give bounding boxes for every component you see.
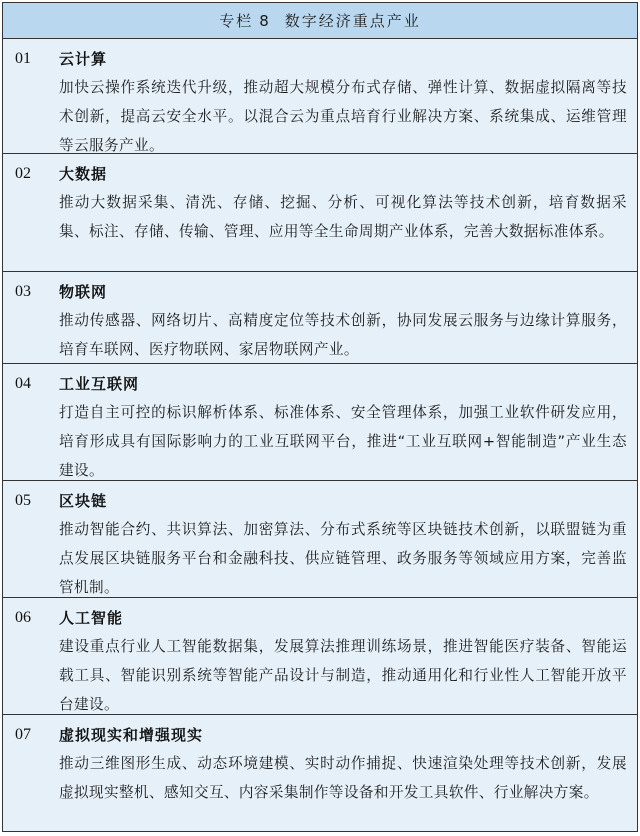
feature-box bbox=[2, 2, 638, 832]
section-heading bbox=[15, 159, 627, 188]
section-iot bbox=[3, 272, 637, 364]
section-heading bbox=[15, 720, 627, 749]
box-number: 8 bbox=[259, 11, 271, 30]
section-heading bbox=[15, 44, 627, 73]
box-header bbox=[3, 3, 637, 39]
section-ai bbox=[3, 598, 637, 715]
section-title: 大数据 bbox=[59, 165, 108, 183]
section-title: 工业互联网 bbox=[59, 375, 140, 393]
section-body: 推动大数据采集、清洗、存储、挖掘、分析、可视化算法等技术创新，培育数据采集、标注、存储、传输、管理、应用等全生命周期产业体系，完善大数据标准体系。 bbox=[59, 194, 627, 240]
section-title: 虚拟现实和增强现实 bbox=[59, 726, 204, 744]
section-number: 05 bbox=[15, 491, 31, 509]
box-title: 数字经济重点产业 bbox=[284, 12, 421, 30]
section-heading bbox=[15, 277, 627, 306]
section-number: 01 bbox=[15, 49, 31, 67]
section-big-data bbox=[3, 154, 637, 272]
section-cloud-computing bbox=[3, 39, 637, 154]
section-body: 打造自主可控的标识解析体系、标准体系、安全管理体系，加强工业软件研发应用，培育形成具有国际影响力的工业互联网平台，推进“工业互联网+智能制造”产业生态建设。 bbox=[59, 404, 627, 479]
section-number: 07 bbox=[15, 725, 31, 743]
section-number: 06 bbox=[15, 608, 31, 626]
section-body: 推动智能合约、共识算法、加密算法、分布式系统等区块链技术创新，以联盟链为重点发展区块链服务平台和金融科技、供应链管理、政务服务等领域应用方案，完善监管机制。 bbox=[59, 521, 627, 596]
section-title: 区块链 bbox=[59, 492, 108, 510]
box-label: 专栏 bbox=[219, 12, 254, 30]
section-body: 建设重点行业人工智能数据集，发展算法推理训练场景，推进智能医疗装备、智能运载工具、智能识别系统等智能产品设计与制造，推动通用化和行业性人工智能开放平台建设。 bbox=[59, 638, 627, 713]
section-title: 云计算 bbox=[59, 50, 108, 68]
section-body: 加快云操作系统迭代升级，推动超大规模分布式存储、弹性计算、数据虚拟隔离等技术创新，提高云安全水平。以混合云为重点培育行业解决方案、系统集成、运维管理等云服务产业。 bbox=[59, 79, 627, 154]
section-body: 推动三维图形生成、动态环境建模、实时动作捕捉、快速渲染处理等技术创新，发展虚拟现实整机、感知交互、内容采集制作等设备和开发工具软件、行业解决方案。 bbox=[59, 755, 627, 801]
section-blockchain bbox=[3, 481, 637, 598]
section-number: 03 bbox=[15, 282, 31, 300]
section-heading bbox=[15, 369, 627, 398]
section-title: 人工智能 bbox=[59, 609, 124, 627]
section-body: 推动传感器、网络切片、高精度定位等技术创新，协同发展云服务与边缘计算服务，培育车联网、医疗物联网、家居物联网产业。 bbox=[59, 312, 627, 358]
section-heading bbox=[15, 603, 627, 632]
section-heading bbox=[15, 486, 627, 515]
section-industrial-internet bbox=[3, 364, 637, 481]
section-title: 物联网 bbox=[59, 283, 108, 301]
section-vr-ar bbox=[3, 715, 637, 830]
section-number: 04 bbox=[15, 374, 31, 392]
section-number: 02 bbox=[15, 164, 31, 182]
